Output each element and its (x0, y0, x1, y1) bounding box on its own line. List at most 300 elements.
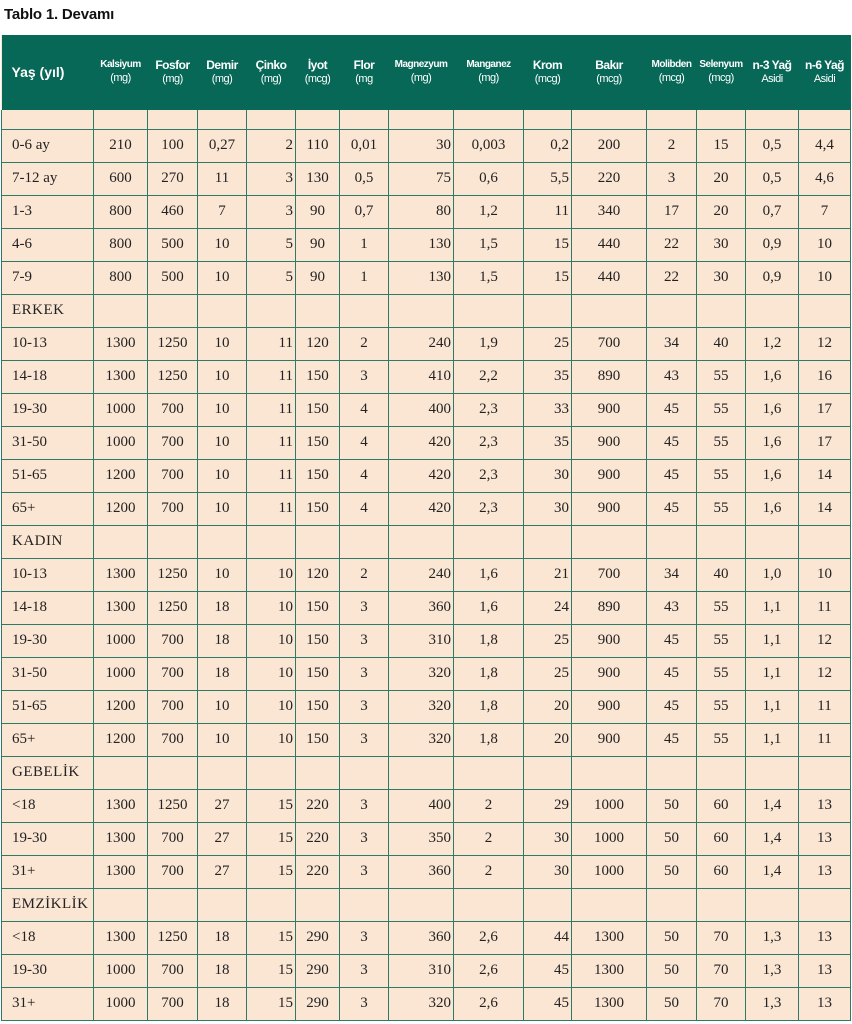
age-cell: 7-12 ay (2, 162, 94, 195)
value-cell: 1,6 (746, 492, 799, 525)
age-cell: 19-30 (2, 624, 94, 657)
value-cell: 1,6 (454, 591, 524, 624)
value-cell: 1,8 (454, 690, 524, 723)
value-cell: 1000 (94, 987, 148, 1020)
value-cell: 2,3 (454, 393, 524, 426)
value-cell: 10 (247, 591, 296, 624)
value-cell: 400 (389, 789, 454, 822)
section-label: GEBELİK (2, 756, 94, 789)
value-cell: 240 (389, 558, 454, 591)
value-cell: 15 (247, 987, 296, 1020)
value-cell: 10 (198, 426, 247, 459)
value-cell: 1,4 (746, 789, 799, 822)
value-cell: 240 (389, 327, 454, 360)
value-cell: 3 (340, 360, 389, 393)
column-header-name: Krom (532, 58, 563, 73)
value-cell: 0,27 (198, 129, 247, 162)
value-cell: 3 (340, 591, 389, 624)
table-cell (746, 110, 799, 129)
value-cell: 11 (247, 393, 296, 426)
value-cell: 1 (340, 261, 389, 294)
value-cell: 1250 (148, 360, 198, 393)
value-cell: 360 (389, 855, 454, 888)
value-cell: 3 (340, 624, 389, 657)
value-cell: 50 (647, 921, 697, 954)
value-cell (746, 525, 799, 558)
nutrient-table-container (1, 35, 850, 1021)
value-cell (94, 756, 148, 789)
value-cell: 25 (524, 657, 572, 690)
value-cell: 290 (296, 987, 340, 1020)
column-header (647, 35, 697, 110)
value-cell: 1300 (572, 954, 647, 987)
value-cell: 2,6 (454, 987, 524, 1020)
value-cell: 40 (697, 327, 746, 360)
value-cell: 1000 (572, 855, 647, 888)
age-cell: 19-30 (2, 393, 94, 426)
value-cell: 25 (524, 327, 572, 360)
value-cell: 0,5 (746, 129, 799, 162)
column-header (799, 35, 851, 110)
value-cell: 1,4 (746, 855, 799, 888)
value-cell: 1,3 (746, 987, 799, 1020)
value-cell: 700 (148, 723, 198, 756)
column-header-name: Selenyum (699, 59, 743, 71)
value-cell: 1,4 (746, 822, 799, 855)
value-cell: 1200 (94, 723, 148, 756)
table-row (2, 261, 851, 294)
value-cell: 18 (198, 954, 247, 987)
value-cell: 20 (697, 162, 746, 195)
value-cell: 0,5 (746, 162, 799, 195)
table-row (2, 657, 851, 690)
value-cell: 50 (647, 855, 697, 888)
value-cell: 1000 (94, 624, 148, 657)
value-cell: 3 (340, 987, 389, 1020)
value-cell: 1,3 (746, 921, 799, 954)
section-row (2, 756, 851, 789)
value-cell (247, 888, 296, 921)
value-cell: 55 (697, 426, 746, 459)
value-cell: 2,2 (454, 360, 524, 393)
table-row (2, 822, 851, 855)
value-cell: 10 (198, 360, 247, 393)
value-cell (340, 525, 389, 558)
value-cell: 130 (296, 162, 340, 195)
column-header-name: Bakır (595, 58, 623, 73)
value-cell: 15 (247, 954, 296, 987)
value-cell: 14 (799, 459, 851, 492)
value-cell: 0,7 (746, 195, 799, 228)
age-cell: 0-6 ay (2, 129, 94, 162)
value-cell: 1,0 (746, 558, 799, 591)
value-cell: 17 (799, 426, 851, 459)
value-cell (572, 756, 647, 789)
value-cell: 900 (572, 624, 647, 657)
value-cell: 15 (247, 789, 296, 822)
value-cell: 18 (198, 921, 247, 954)
section-row (2, 888, 851, 921)
value-cell: 70 (697, 921, 746, 954)
value-cell: 1300 (94, 855, 148, 888)
value-cell: 43 (647, 360, 697, 393)
section-label: EMZİKLİK (2, 888, 94, 921)
value-cell: 1000 (94, 954, 148, 987)
value-cell: 0,5 (340, 162, 389, 195)
value-cell: 1,1 (746, 591, 799, 624)
value-cell: 800 (94, 195, 148, 228)
value-cell: 700 (572, 327, 647, 360)
value-cell: 18 (198, 657, 247, 690)
value-cell (746, 756, 799, 789)
value-cell: 700 (148, 822, 198, 855)
value-cell: 1,8 (454, 624, 524, 657)
value-cell: 1250 (148, 591, 198, 624)
value-cell: 1300 (572, 987, 647, 1020)
age-cell: 10-13 (2, 558, 94, 591)
value-cell: 0,2 (524, 129, 572, 162)
value-cell (148, 294, 198, 327)
value-cell: 20 (697, 195, 746, 228)
column-header-name: Manganez (466, 59, 511, 71)
age-cell: 51-65 (2, 690, 94, 723)
table-row (2, 921, 851, 954)
value-cell: 310 (389, 624, 454, 657)
value-cell (697, 888, 746, 921)
value-cell: 18 (198, 987, 247, 1020)
value-cell: 10 (799, 261, 851, 294)
header-row (2, 35, 851, 110)
value-cell: 11 (799, 690, 851, 723)
value-cell: 45 (647, 723, 697, 756)
value-cell: 150 (296, 459, 340, 492)
column-header-unit: (mg) (110, 71, 131, 84)
value-cell: 30 (524, 459, 572, 492)
value-cell: 800 (94, 261, 148, 294)
table-row (2, 690, 851, 723)
value-cell: 10 (799, 228, 851, 261)
value-cell: 1200 (94, 459, 148, 492)
value-cell: 220 (296, 822, 340, 855)
value-cell (389, 888, 454, 921)
value-cell: 1300 (94, 822, 148, 855)
value-cell: 1250 (148, 327, 198, 360)
value-cell: 4 (340, 393, 389, 426)
value-cell: 2 (454, 789, 524, 822)
table-cell (148, 110, 198, 129)
value-cell: 320 (389, 690, 454, 723)
value-cell: 220 (296, 789, 340, 822)
value-cell: 800 (94, 228, 148, 261)
value-cell: 45 (647, 459, 697, 492)
value-cell (572, 294, 647, 327)
table-row (2, 195, 851, 228)
value-cell: 27 (198, 822, 247, 855)
column-header-name: n-3 Yağ (752, 58, 792, 73)
value-cell: 18 (198, 591, 247, 624)
value-cell (799, 525, 851, 558)
value-cell: 50 (647, 822, 697, 855)
value-cell (296, 756, 340, 789)
value-cell: 50 (647, 789, 697, 822)
value-cell: 13 (799, 987, 851, 1020)
value-cell: 0,6 (454, 162, 524, 195)
value-cell: 1,6 (746, 360, 799, 393)
value-cell: 900 (572, 459, 647, 492)
value-cell: 1,1 (746, 624, 799, 657)
age-cell: 31-50 (2, 657, 94, 690)
section-label: ERKEK (2, 294, 94, 327)
table-row (2, 459, 851, 492)
value-cell: 210 (94, 129, 148, 162)
value-cell: 1,3 (746, 954, 799, 987)
value-cell: 18 (198, 624, 247, 657)
value-cell (454, 756, 524, 789)
value-cell: 1,6 (746, 393, 799, 426)
value-cell: 90 (296, 195, 340, 228)
value-cell: 3 (247, 162, 296, 195)
value-cell: 75 (389, 162, 454, 195)
table-row (2, 624, 851, 657)
value-cell: 29 (524, 789, 572, 822)
value-cell: 30 (697, 228, 746, 261)
value-cell: 34 (647, 327, 697, 360)
value-cell: 30 (524, 855, 572, 888)
value-cell: 220 (296, 855, 340, 888)
value-cell (697, 294, 746, 327)
column-header-name: n-6 Yağ (805, 58, 844, 73)
value-cell: 1200 (94, 492, 148, 525)
value-cell (94, 294, 148, 327)
value-cell (148, 756, 198, 789)
age-cell: 65+ (2, 723, 94, 756)
value-cell: 22 (647, 228, 697, 261)
value-cell (247, 756, 296, 789)
value-cell: 700 (148, 624, 198, 657)
value-cell: 130 (389, 261, 454, 294)
column-header-name: Kalsiyum (100, 59, 141, 71)
value-cell: 45 (647, 690, 697, 723)
value-cell: 55 (697, 492, 746, 525)
value-cell: 13 (799, 822, 851, 855)
value-cell (647, 888, 697, 921)
value-cell: 55 (697, 657, 746, 690)
value-cell: 1,8 (454, 657, 524, 690)
value-cell: 700 (572, 558, 647, 591)
value-cell: 1300 (94, 591, 148, 624)
column-header-unit: Asidi (813, 73, 836, 86)
value-cell: 4 (340, 426, 389, 459)
value-cell: 1300 (94, 789, 148, 822)
value-cell: 20 (524, 723, 572, 756)
value-cell: 900 (572, 492, 647, 525)
value-cell: 20 (524, 690, 572, 723)
value-cell: 25 (524, 624, 572, 657)
value-cell: 11 (247, 426, 296, 459)
value-cell: 5 (247, 228, 296, 261)
value-cell: 900 (572, 723, 647, 756)
column-header-unit: (mcg) (596, 73, 622, 86)
value-cell (198, 756, 247, 789)
value-cell: 1,6 (746, 459, 799, 492)
value-cell: 10 (198, 558, 247, 591)
value-cell: 10 (799, 558, 851, 591)
value-cell: 27 (198, 789, 247, 822)
table-cell (247, 110, 296, 129)
value-cell: 320 (389, 657, 454, 690)
table-cell (94, 110, 148, 129)
value-cell: 35 (524, 426, 572, 459)
value-cell: 1,1 (746, 657, 799, 690)
value-cell: 900 (572, 657, 647, 690)
value-cell: 30 (524, 492, 572, 525)
table-cell (340, 110, 389, 129)
value-cell: 45 (647, 492, 697, 525)
value-cell (296, 294, 340, 327)
value-cell: 150 (296, 690, 340, 723)
value-cell: 700 (148, 657, 198, 690)
table-row (2, 162, 851, 195)
age-cell: 1-3 (2, 195, 94, 228)
value-cell: 22 (647, 261, 697, 294)
value-cell (148, 888, 198, 921)
value-cell: 3 (647, 162, 697, 195)
value-cell (340, 294, 389, 327)
value-cell: 11 (247, 459, 296, 492)
value-cell: 60 (697, 789, 746, 822)
value-cell: 360 (389, 921, 454, 954)
value-cell: 500 (148, 228, 198, 261)
value-cell: 150 (296, 591, 340, 624)
column-header (198, 35, 247, 110)
value-cell: 890 (572, 360, 647, 393)
value-cell: 43 (647, 591, 697, 624)
age-cell: 14-18 (2, 360, 94, 393)
table-row (2, 327, 851, 360)
value-cell (697, 756, 746, 789)
age-cell: 65+ (2, 492, 94, 525)
value-cell: 10 (198, 393, 247, 426)
value-cell: 1000 (94, 426, 148, 459)
value-cell: 150 (296, 393, 340, 426)
value-cell (697, 525, 746, 558)
value-cell (340, 756, 389, 789)
column-header-name: Demir (206, 58, 238, 73)
value-cell: 320 (389, 987, 454, 1020)
value-cell: 45 (647, 426, 697, 459)
value-cell: 10 (247, 657, 296, 690)
value-cell: 10 (247, 558, 296, 591)
value-cell: 13 (799, 855, 851, 888)
column-header-unit: (mg) (162, 73, 183, 86)
value-cell: 24 (524, 591, 572, 624)
value-cell: 900 (572, 426, 647, 459)
column-header-unit: (mg) (211, 73, 233, 86)
value-cell (524, 294, 572, 327)
value-cell: 1,6 (746, 426, 799, 459)
value-cell: 11 (247, 327, 296, 360)
table-caption: Tablo 1. Devamı (4, 6, 115, 23)
value-cell: 3 (340, 690, 389, 723)
value-cell: 16 (799, 360, 851, 393)
value-cell: 120 (296, 327, 340, 360)
value-cell: 1,1 (746, 690, 799, 723)
value-cell: 11 (799, 591, 851, 624)
value-cell: 3 (340, 954, 389, 987)
column-header (572, 35, 647, 110)
age-cell: 7-9 (2, 261, 94, 294)
value-cell: 100 (148, 129, 198, 162)
age-cell: 31+ (2, 855, 94, 888)
value-cell: 1300 (94, 921, 148, 954)
value-cell: 2 (340, 558, 389, 591)
value-cell (389, 294, 454, 327)
value-cell: 270 (148, 162, 198, 195)
value-cell: 1000 (572, 789, 647, 822)
value-cell: 3 (340, 789, 389, 822)
value-cell: 14 (799, 492, 851, 525)
value-cell (799, 756, 851, 789)
value-cell: 460 (148, 195, 198, 228)
value-cell: 420 (389, 426, 454, 459)
value-cell: 44 (524, 921, 572, 954)
value-cell: 150 (296, 723, 340, 756)
value-cell (746, 888, 799, 921)
value-cell: 2 (647, 129, 697, 162)
age-cell: 31-50 (2, 426, 94, 459)
column-header (746, 35, 799, 110)
value-cell: 80 (389, 195, 454, 228)
value-cell: 10 (247, 624, 296, 657)
value-cell: 2 (340, 327, 389, 360)
value-cell: 1,5 (454, 261, 524, 294)
column-header (340, 35, 389, 110)
table-cell (454, 110, 524, 129)
column-header-unit: Asidi (761, 73, 783, 86)
table-row (2, 393, 851, 426)
value-cell: 45 (647, 657, 697, 690)
value-cell: 700 (148, 855, 198, 888)
value-cell: 1,1 (746, 723, 799, 756)
value-cell (296, 525, 340, 558)
value-cell: 70 (697, 987, 746, 1020)
value-cell: 40 (697, 558, 746, 591)
value-cell: 50 (647, 987, 697, 1020)
section-row (2, 525, 851, 558)
value-cell: 15 (247, 855, 296, 888)
value-cell (198, 525, 247, 558)
value-cell (148, 525, 198, 558)
value-cell: 45 (524, 987, 572, 1020)
age-cell: <18 (2, 789, 94, 822)
column-header (148, 35, 198, 110)
value-cell: 1300 (94, 558, 148, 591)
value-cell: 10 (247, 723, 296, 756)
value-cell: 10 (247, 690, 296, 723)
value-cell (647, 756, 697, 789)
value-cell: 45 (524, 954, 572, 987)
table-row (2, 723, 851, 756)
value-cell (94, 525, 148, 558)
value-cell: 7 (799, 195, 851, 228)
value-cell (524, 756, 572, 789)
column-header-name: Molibden (651, 59, 692, 71)
value-cell: 200 (572, 129, 647, 162)
value-cell: 10 (198, 723, 247, 756)
value-cell: 30 (524, 822, 572, 855)
value-cell: 15 (697, 129, 746, 162)
table-row (2, 426, 851, 459)
